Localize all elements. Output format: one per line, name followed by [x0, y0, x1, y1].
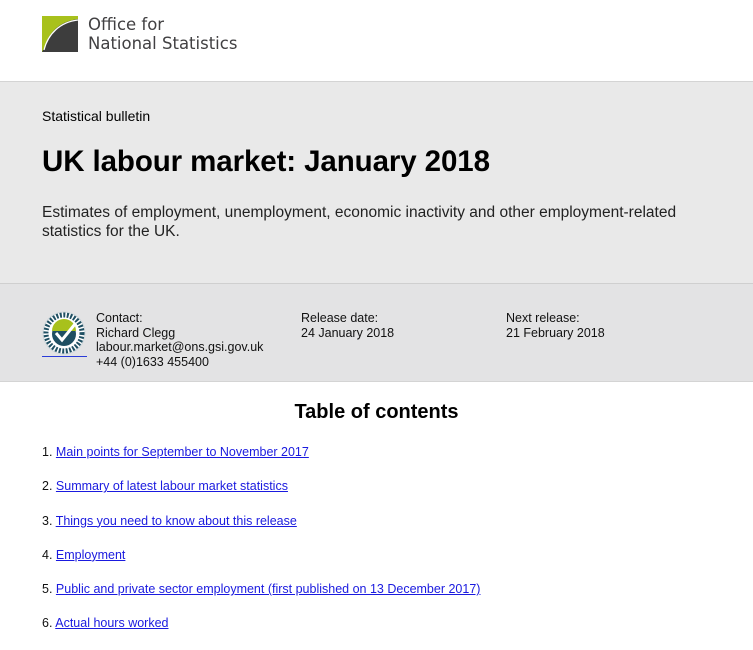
- table-of-contents: [42, 444, 480, 650]
- release-date-label: Release date:: [301, 311, 379, 325]
- toc-title: Table of contents: [294, 401, 459, 423]
- next-release-value: 21 February 2018: [506, 325, 605, 340]
- contact-email[interactable]: labour.market@ons.gsi.gov.uk: [96, 340, 264, 354]
- bulletin-banner: [0, 82, 753, 284]
- national-statistics-badge-icon[interactable]: [42, 311, 86, 355]
- page-header: [0, 0, 753, 82]
- release-date-value: 24 January 2018: [301, 325, 395, 340]
- contact-block: [96, 311, 263, 369]
- release-meta: [0, 284, 753, 382]
- toc-item: [42, 478, 480, 512]
- toc-link-main-points[interactable]: Main points for September to November 2017: [55, 445, 309, 459]
- toc-number: 1.: [42, 445, 53, 459]
- logo-line-1: Office for: [88, 15, 165, 34]
- toc-number: 2.: [42, 479, 53, 494]
- bulletin-summary: Estimates of employment, unemployment, economic inactivity and other employment-related statistics for the UK.: [42, 204, 677, 240]
- toc-item: [42, 581, 480, 615]
- toc-link-summary[interactable]: Summary of latest labour market statistics: [55, 479, 288, 494]
- toc-link-employment[interactable]: Employment: [55, 547, 126, 562]
- toc-item: [42, 547, 480, 581]
- toc-item: [42, 444, 480, 478]
- contact-label: Contact:: [96, 311, 143, 325]
- toc-link-public-private-sector[interactable]: Public and private sector employment (first published on 13 December 2017): [55, 582, 481, 597]
- toc-link-things-to-know[interactable]: Things you need to know about this release: [55, 513, 297, 528]
- toc-number: 6.: [42, 616, 53, 631]
- logo-line-2: National Statistics: [88, 34, 238, 53]
- ons-logo-icon: [42, 16, 78, 52]
- page-title: UK labour market: January 2018: [42, 145, 490, 178]
- release-date-block: [301, 311, 394, 340]
- toc-number: 3.: [42, 513, 53, 528]
- toc-item: [42, 513, 480, 547]
- bulletin-type: Statistical bulletin: [42, 108, 151, 124]
- toc-number: 4.: [42, 547, 53, 562]
- contact-phone: +44 (0)1633 455400: [96, 354, 209, 369]
- next-release-block: [506, 311, 605, 340]
- toc-link-actual-hours[interactable]: Actual hours worked: [55, 616, 169, 631]
- ons-logo[interactable]: [42, 15, 237, 53]
- contact-name: Richard Clegg: [96, 325, 176, 340]
- next-release-label: Next release:: [506, 311, 580, 325]
- badge-link-underline: [42, 356, 87, 357]
- toc-number: 5.: [42, 582, 53, 597]
- logo-text: [88, 15, 237, 53]
- toc-item: [42, 615, 480, 649]
